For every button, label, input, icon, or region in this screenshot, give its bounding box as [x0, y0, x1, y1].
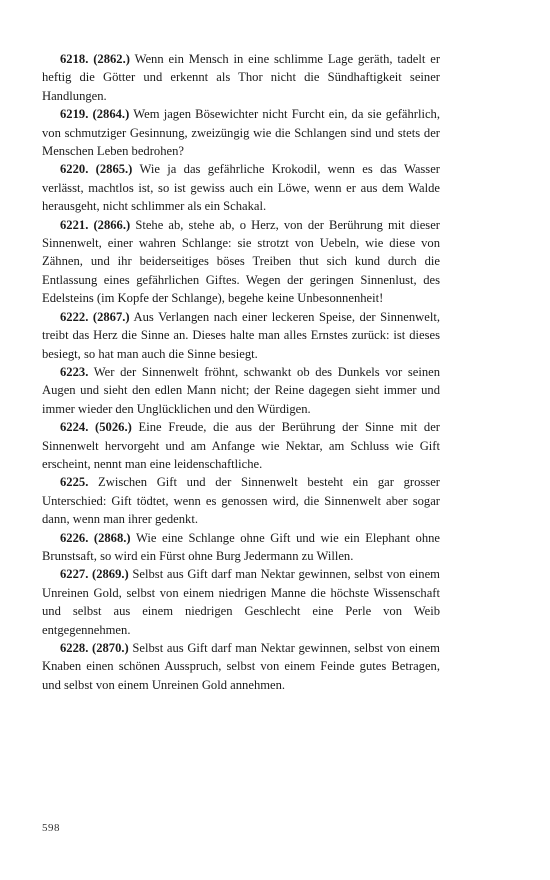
entry-text: Selbst aus Gift darf man Nektar gewinnen, selbst von einem Knaben einen schönen Ausspruch, selbst von einem Feinde gutes Betragen, und selbst von einem Unreinen Gold annehmen. — [42, 641, 440, 692]
entry-number: 6219. (2864.) — [60, 107, 130, 122]
entry-number: 6218. (2862.) — [60, 52, 130, 66]
entry-6219 — [42, 105, 440, 160]
entry-6227 — [42, 565, 440, 639]
entry-6226 — [42, 529, 440, 566]
entry-number: 6220. (2865.) — [60, 162, 133, 177]
entry-6223 — [42, 363, 440, 418]
entry-text: Stehe ab, stehe ab, o Herz, von der Berührung mit dieser Sinnenwelt, einer wahren Schlange: sie strotzt von Uebeln, wie diese von Zähnen, und ihr beiderseitiges böses Treiben thut sich kund durch die Entlassung eines gefährlichen Giftes. Wegen der geringen Sinnenlust, des Edelsteins (im Kopfe der Schlange), begehe keine Unbesonnenheit! — [42, 217, 440, 306]
page-body — [42, 50, 440, 694]
entry-6221 — [42, 216, 440, 308]
page-number: 598 — [42, 822, 60, 834]
entry-6220 — [42, 160, 440, 215]
entry-number: 6225. — [60, 475, 89, 490]
entry-number: 6226. (2868.) — [60, 530, 131, 545]
entry-text: Wem jagen Bösewichter nicht Furcht ein, da sie gefährlich, von schmutziger Gesinnung, zweizüngig wie die Schlangen sind und stets der Menschen Leben bedrohen? — [42, 107, 441, 159]
entry-6218 — [42, 50, 440, 105]
entry-text: Wenn ein Mensch in eine schlimme Lage geräth, tadelt er heftig die Götter und erkennt als Thor nicht die Sündhaftigkeit seiner Handlungen. — [42, 52, 441, 103]
entry-text: Wie ja das gefährliche Krokodil, wenn es das Wasser verlässt, machtlos ist, so ist gewiss auch ein Löwe, wenn er aus dem Walde herausgeht, nicht schlimmer als ein Schakal. — [42, 162, 440, 214]
entry-6228 — [42, 639, 440, 694]
entry-number: 6227. (2869.) — [60, 567, 129, 582]
entry-number: 6224. (5026.) — [60, 420, 132, 435]
entry-text: Selbst aus Gift darf man Nektar gewinnen, selbst von einem Unreinen Gold, selbst von einem niedrigen Manne die höchste Wissenschaft und selbst aus einem niedrigen Geschlecht eine Perle von Weib entgegennehmen. — [42, 567, 440, 637]
entry-number: 6223. — [60, 364, 89, 379]
entry-6224 — [42, 418, 440, 473]
entry-number: 6222. (2867.) — [60, 309, 130, 324]
entry-text: Zwischen Gift und der Sinnenwelt besteht ein gar grosser Unterschied: Gift tödtet, wenn es genossen wird, die Sinnenwelt aber sogar dann, wenn man ihrer gedenkt. — [42, 475, 440, 527]
entry-number: 6221. (2866.) — [60, 217, 131, 232]
entry-text: Eine Freude, die aus der Berührung der Sinne mit der Sinnenwelt hervorgeht und am Anfange wie Nektar, am Schluss wie Gift erscheint, nennt man eine leidenschaftliche. — [42, 420, 440, 471]
entry-text: Wer der Sinnenwelt fröhnt, schwankt ob des Dunkels vor seinen Augen und sieht den edlen Mann nicht; der Reine dagegen sieht immer und immer wieder den Unglücklichen und den Würdigen. — [42, 364, 441, 416]
entry-text: Aus Verlangen nach einer leckeren Speise, der Sinnenwelt, treibt das Herz die Sinne an. Dieses halte man alles Ernstes zurück: ist dieses besiegt, so hat man auch die Sinne besiegt. — [42, 309, 440, 361]
entry-6222 — [42, 308, 440, 363]
entry-number: 6228. (2870.) — [60, 641, 129, 655]
entry-text: Wie eine Schlange ohne Gift und wie ein Elephant ohne Brunstsaft, so wird ein Fürst ohne Burg Jedermann zu Willen. — [42, 530, 440, 563]
entry-6225 — [42, 473, 440, 528]
